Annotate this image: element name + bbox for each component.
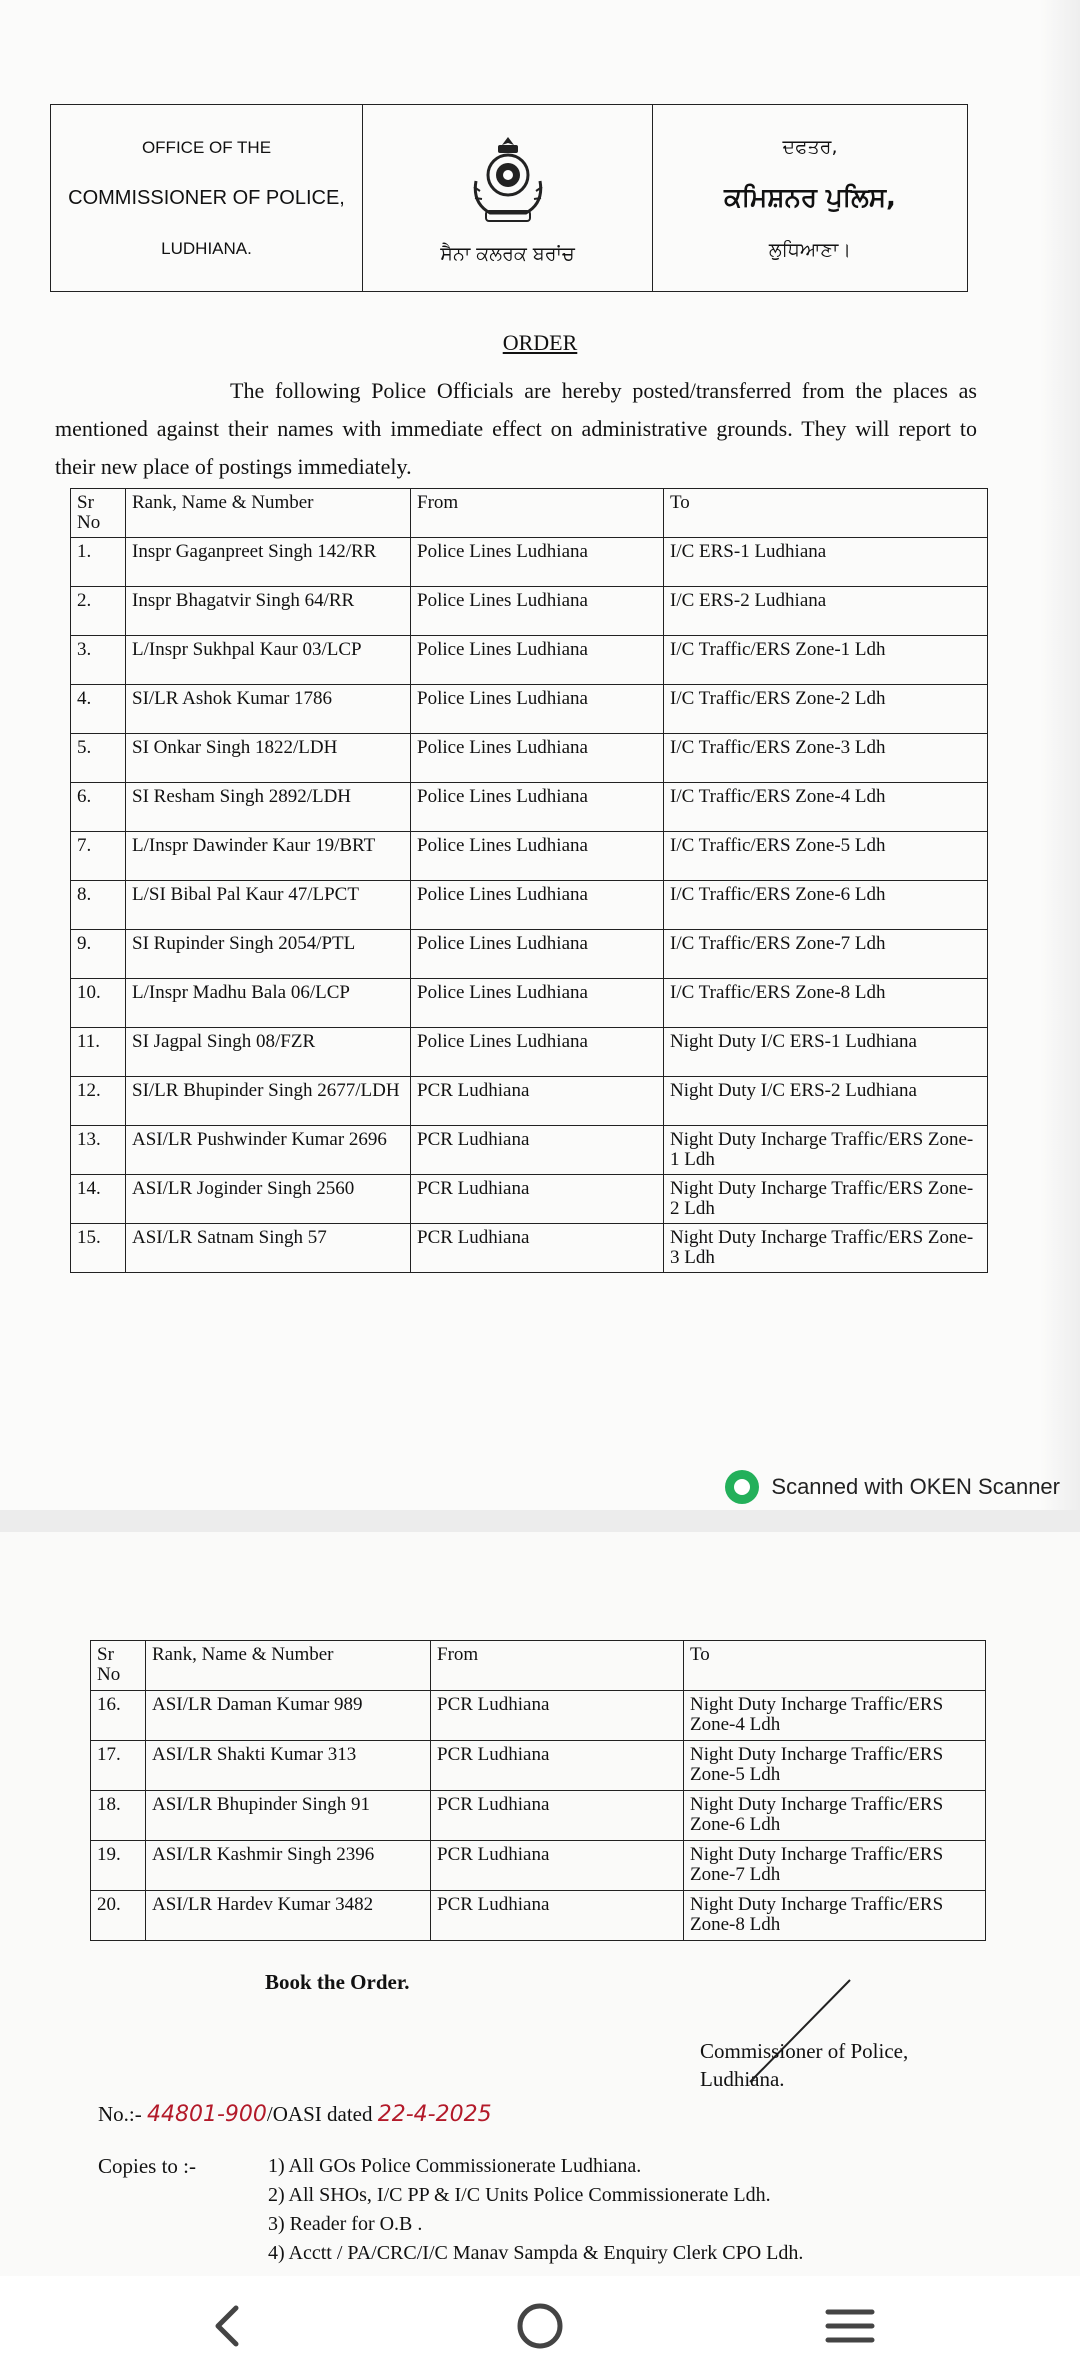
cell-from: Police Lines Ludhiana: [411, 832, 664, 881]
table-row: [71, 636, 988, 685]
cell-rank-name-number: L/Inspr Dawinder Kaur 19/BRT: [126, 832, 411, 881]
table-header-row: [71, 489, 988, 538]
cell-rank-name-number: ASI/LR Shakti Kumar 313: [146, 1741, 431, 1791]
table-row: [71, 783, 988, 832]
letterhead: [50, 104, 968, 292]
commissioner-city: Ludhiana.: [700, 2067, 785, 2091]
city-line-punjabi: ਲੁਧਿਆਣਾ।: [768, 238, 852, 261]
table-row: [91, 1891, 986, 1941]
cell-rank-name-number: ASI/LR Satnam Singh 57: [126, 1224, 411, 1273]
col-header-sr: Sr No: [91, 1641, 146, 1691]
home-icon[interactable]: [510, 2296, 570, 2356]
document-page-2: [0, 1532, 1080, 2276]
order-number-line: [98, 2102, 492, 2127]
office-line-punjabi: ਦਫਤਰ,: [782, 135, 838, 158]
back-icon[interactable]: [200, 2296, 260, 2356]
cell-to: I/C Traffic/ERS Zone-7 Ldh: [664, 930, 988, 979]
cell-rank-name-number: Inspr Gaganpreet Singh 142/RR: [126, 538, 411, 587]
cell-rank-name-number: L/Inspr Sukhpal Kaur 03/LCP: [126, 636, 411, 685]
cell-sr-no: 18.: [91, 1791, 146, 1841]
cell-to: Night Duty Incharge Traffic/ERS Zone-1 Ldh: [664, 1126, 988, 1175]
scanner-logo-icon: [725, 1470, 759, 1504]
cell-sr-no: 11.: [71, 1028, 126, 1077]
cell-from: Police Lines Ludhiana: [411, 587, 664, 636]
col-header-name: Rank, Name & Number: [126, 489, 411, 538]
cell-from: PCR Ludhiana: [411, 1126, 664, 1175]
order-body: The following Police Officials are hereby posted/transferred from the places as mentioned against their names with immediate effect on administrative grounds. They will report to their new place of postings immediately.: [55, 378, 977, 479]
cell-from: Police Lines Ludhiana: [411, 930, 664, 979]
col-header-name: Rank, Name & Number: [146, 1641, 431, 1691]
copy-item: 1) All GOs Police Commissionerate Ludhiana.: [268, 2155, 642, 2177]
cell-rank-name-number: L/SI Bibal Pal Kaur 47/LPCT: [126, 881, 411, 930]
cell-sr-no: 14.: [71, 1175, 126, 1224]
cell-to: I/C Traffic/ERS Zone-1 Ldh: [664, 636, 988, 685]
city-line: LUDHIANA.: [161, 238, 252, 258]
cell-from: Police Lines Ludhiana: [411, 538, 664, 587]
cell-from: Police Lines Ludhiana: [411, 734, 664, 783]
cell-sr-no: 6.: [71, 783, 126, 832]
cell-from: PCR Ludhiana: [431, 1791, 684, 1841]
letterhead-emblem-cell: [363, 105, 653, 291]
menu-icon[interactable]: [820, 2296, 880, 2356]
table-row: [71, 979, 988, 1028]
cell-sr-no: 17.: [91, 1741, 146, 1791]
cell-from: Police Lines Ludhiana: [411, 783, 664, 832]
cell-sr-no: 2.: [71, 587, 126, 636]
cell-to: I/C Traffic/ERS Zone-6 Ldh: [664, 881, 988, 930]
cell-sr-no: 5.: [71, 734, 126, 783]
cell-sr-no: 8.: [71, 881, 126, 930]
table-row: [71, 930, 988, 979]
cell-sr-no: 4.: [71, 685, 126, 734]
table-header-row: [91, 1641, 986, 1691]
col-header-from: From: [431, 1641, 684, 1691]
cell-sr-no: 7.: [71, 832, 126, 881]
letterhead-punjabi: [653, 105, 967, 291]
cell-to: Night Duty Incharge Traffic/ERS Zone-7 Ldh: [684, 1841, 986, 1891]
col-header-to: To: [664, 489, 988, 538]
cell-to: I/C Traffic/ERS Zone-8 Ldh: [664, 979, 988, 1028]
posting-table: [70, 488, 988, 1273]
cell-sr-no: 10.: [71, 979, 126, 1028]
cell-from: PCR Ludhiana: [431, 1691, 684, 1741]
copy-item: 4) Acctt / PA/CRC/I/C Manav Sampda & Enquiry Clerk CPO Ldh.: [268, 2242, 804, 2264]
cell-rank-name-number: ASI/LR Kashmir Singh 2396: [146, 1841, 431, 1891]
cell-rank-name-number: ASI/LR Daman Kumar 989: [146, 1691, 431, 1741]
cell-rank-name-number: ASI/LR Joginder Singh 2560: [126, 1175, 411, 1224]
cell-to: Night Duty Incharge Traffic/ERS Zone-2 Ldh: [664, 1175, 988, 1224]
col-header-sr: Sr No: [71, 489, 126, 538]
cell-from: PCR Ludhiana: [431, 1891, 684, 1941]
table-row: [71, 587, 988, 636]
copies-label: Copies to :-: [98, 2154, 196, 2178]
cell-sr-no: 20.: [91, 1891, 146, 1941]
table-row: [71, 1224, 988, 1273]
table-row: [71, 1175, 988, 1224]
cell-sr-no: 13.: [71, 1126, 126, 1175]
cell-to: Night Duty Incharge Traffic/ERS Zone-3 Ldh: [664, 1224, 988, 1273]
cell-rank-name-number: SI/LR Bhupinder Singh 2677/LDH: [126, 1077, 411, 1126]
page-edge-shadow: [1040, 0, 1080, 1510]
commissioner-line-punjabi: ਕਮਿਸ਼ਨਰ ਪੁਲਿਸ,: [724, 182, 896, 213]
cell-rank-name-number: L/Inspr Madhu Bala 06/LCP: [126, 979, 411, 1028]
cell-to: I/C Traffic/ERS Zone-2 Ldh: [664, 685, 988, 734]
police-emblem-icon: [458, 131, 558, 227]
cell-rank-name-number: SI Onkar Singh 1822/LDH: [126, 734, 411, 783]
table-row: [71, 1028, 988, 1077]
cell-from: Police Lines Ludhiana: [411, 979, 664, 1028]
col-header-from: From: [411, 489, 664, 538]
cell-rank-name-number: SI/LR Ashok Kumar 1786: [126, 685, 411, 734]
table-row: [71, 685, 988, 734]
letterhead-english: [51, 105, 363, 291]
table-row: [71, 832, 988, 881]
cell-from: Police Lines Ludhiana: [411, 881, 664, 930]
table-row: [71, 1126, 988, 1175]
cell-from: PCR Ludhiana: [411, 1224, 664, 1273]
copy-item: 3) Reader for O.B .: [268, 2213, 423, 2235]
cell-to: Night Duty Incharge Traffic/ERS Zone-8 Ldh: [684, 1891, 986, 1941]
cell-to: I/C ERS-2 Ludhiana: [664, 587, 988, 636]
commissioner-signature-block: [700, 2037, 908, 2093]
page-separator: [0, 1510, 1080, 1532]
cell-sr-no: 3.: [71, 636, 126, 685]
cell-from: Police Lines Ludhiana: [411, 1028, 664, 1077]
table-row: [91, 1841, 986, 1891]
cell-from: Police Lines Ludhiana: [411, 685, 664, 734]
table-row: [71, 1077, 988, 1126]
cell-from: PCR Ludhiana: [431, 1841, 684, 1891]
cell-to: I/C Traffic/ERS Zone-3 Ldh: [664, 734, 988, 783]
office-line: OFFICE OF THE: [141, 137, 272, 157]
cell-from: PCR Ludhiana: [411, 1077, 664, 1126]
cell-rank-name-number: SI Resham Singh 2892/LDH: [126, 783, 411, 832]
commissioner-line: COMMISSIONER OF POLICE,: [68, 186, 345, 209]
cell-sr-no: 15.: [71, 1224, 126, 1273]
order-number-suffix: /OASI dated: [266, 2102, 373, 2126]
table-row: [71, 538, 988, 587]
scanner-watermark: [725, 1470, 1060, 1504]
cell-to: Night Duty I/C ERS-1 Ludhiana: [664, 1028, 988, 1077]
book-the-order: Book the Order.: [265, 1970, 410, 1994]
cell-from: PCR Ludhiana: [411, 1175, 664, 1224]
table-row: [71, 881, 988, 930]
cell-rank-name-number: SI Jagpal Singh 08/FZR: [126, 1028, 411, 1077]
table-row: [71, 734, 988, 783]
branch-label: ਸੈਨਾ ਕਲਰਕ ਬਰਾਂਚ: [440, 243, 575, 265]
cell-to: Night Duty Incharge Traffic/ERS Zone-5 Ldh: [684, 1741, 986, 1791]
scanner-text: Scanned with OKEN Scanner: [771, 1474, 1060, 1499]
order-number-handwritten: 44801-900: [147, 2102, 267, 2127]
cell-to: Night Duty Incharge Traffic/ERS Zone-6 Ldh: [684, 1791, 986, 1841]
cell-rank-name-number: Inspr Bhagatvir Singh 64/RR: [126, 587, 411, 636]
order-title: ORDER: [502, 330, 578, 355]
order-date-handwritten: 22-4-2025: [377, 2102, 492, 2127]
android-navigation-bar: [0, 2276, 1080, 2376]
table-row: [91, 1791, 986, 1841]
cell-sr-no: 12.: [71, 1077, 126, 1126]
cell-rank-name-number: ASI/LR Hardev Kumar 3482: [146, 1891, 431, 1941]
copies-list: [268, 2152, 803, 2268]
table-row: [91, 1741, 986, 1791]
cell-sr-no: 19.: [91, 1841, 146, 1891]
cell-from: Police Lines Ludhiana: [411, 636, 664, 685]
commissioner-title: Commissioner of Police,: [700, 2039, 909, 2063]
cell-to: Night Duty Incharge Traffic/ERS Zone-4 Ldh: [684, 1691, 986, 1741]
cell-to: I/C ERS-1 Ludhiana: [664, 538, 988, 587]
cell-to: I/C Traffic/ERS Zone-5 Ldh: [664, 832, 988, 881]
cell-sr-no: 9.: [71, 930, 126, 979]
cell-rank-name-number: SI Rupinder Singh 2054/PTL: [126, 930, 411, 979]
cell-sr-no: 1.: [71, 538, 126, 587]
cell-to: I/C Traffic/ERS Zone-4 Ldh: [664, 783, 988, 832]
copy-item: 2) All SHOs, I/C PP & I/C Units Police Commissionerate Ldh.: [268, 2184, 771, 2206]
cell-rank-name-number: ASI/LR Pushwinder Kumar 2696: [126, 1126, 411, 1175]
posting-table-continued: [90, 1640, 986, 1941]
order-number-prefix: No.:-: [98, 2102, 142, 2126]
col-header-to: To: [684, 1641, 986, 1691]
cell-sr-no: 16.: [91, 1691, 146, 1741]
cell-to: Night Duty I/C ERS-2 Ludhiana: [664, 1077, 988, 1126]
table-row: [91, 1691, 986, 1741]
cell-from: PCR Ludhiana: [431, 1741, 684, 1791]
cell-rank-name-number: ASI/LR Bhupinder Singh 91: [146, 1791, 431, 1841]
